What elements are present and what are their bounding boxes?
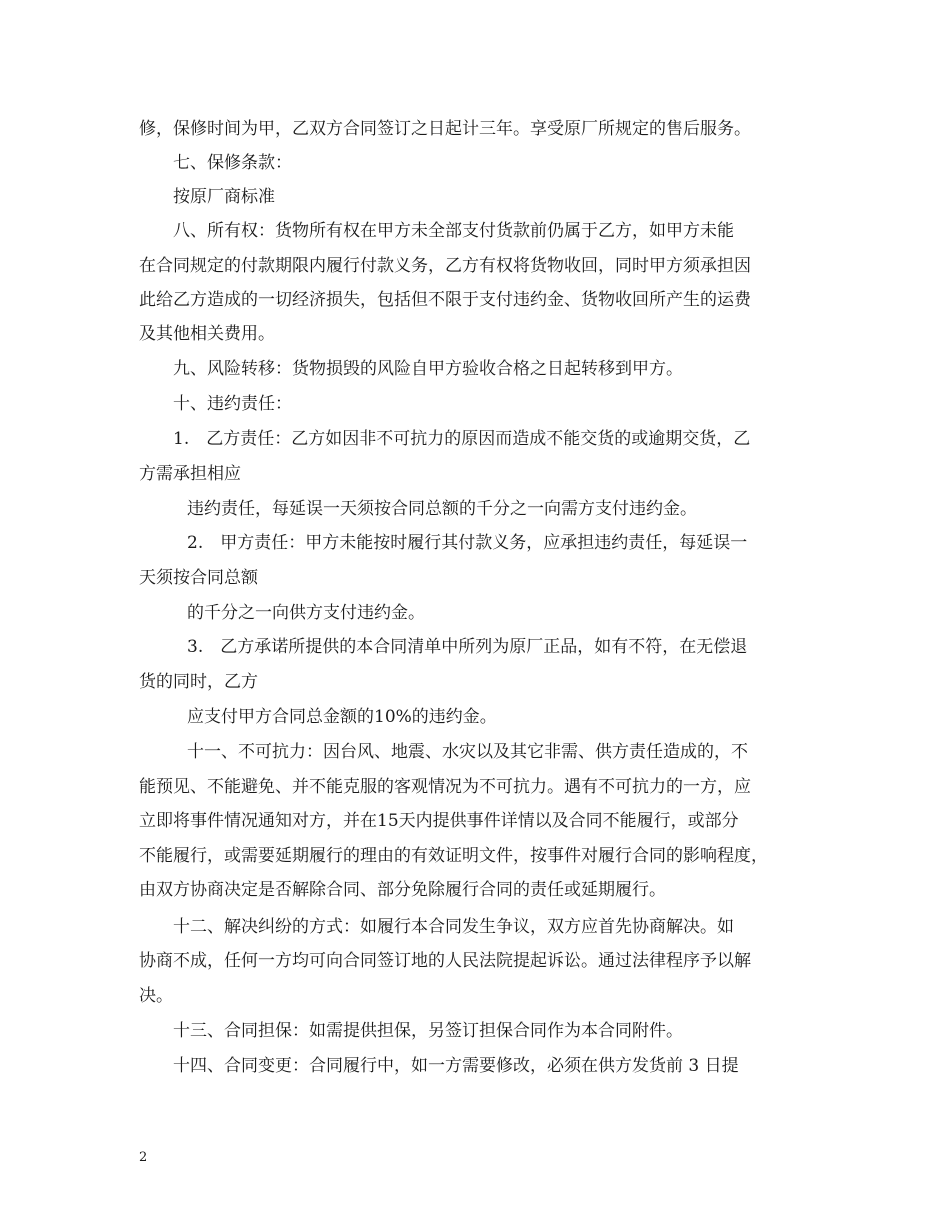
text-line: 天须按合同总额 xyxy=(139,568,258,588)
text-line: 九、风险转移：货物损毁的风险自甲方验收合格之日起转移到甲方。 xyxy=(173,359,683,379)
text-line: 修，保修时间为甲，乙双方合同签订之日起计三年。享受原厂所规定的售后服务。 xyxy=(139,119,751,139)
text-line: 决。 xyxy=(139,986,173,1006)
text-line: 货的同时，乙方 xyxy=(139,672,258,692)
text-line: 由双方协商决定是否解除合同、部分免除履行合同的责任或延期履行。 xyxy=(139,880,666,900)
text-line: 不能履行，或需要延期履行的理由的有效证明文件，按事件对履行合同的影响程度， xyxy=(139,846,768,866)
text-line: 立即将事件情况通知对方，并在15天内提供事件详情以及合同不能履行，或部分 xyxy=(139,811,739,831)
text-line: 能预见、不能避免、并不能克服的客观情况为不可抗力。遇有不可抗力的一方，应 xyxy=(139,777,751,797)
text-line: 的千分之一向供方支付违约金。 xyxy=(187,603,425,623)
text-line: 及其他相关费用。 xyxy=(139,324,275,344)
text-line: 十、违约责任： xyxy=(173,394,292,414)
text-line: 违约责任，每延误一天须按合同总额的千分之一向需方支付违约金。 xyxy=(187,499,697,519)
text-line: 十三、合同担保：如需提供担保，另签订担保合同作为本合同附件。 xyxy=(173,1021,683,1041)
text-line: 协商不成，任何一方均可向合同签订地的人民法院提起诉讼。通过法律程序予以解 xyxy=(139,951,751,971)
text-line: 3. 乙方承诺所提供的本合同清单中所列为原厂正品，如有不符，在无偿退 xyxy=(187,637,748,657)
text-line: 八、所有权：货物所有权在甲方未全部支付货款前仍属于乙方，如甲方未能 xyxy=(173,221,734,241)
text-line: 方需承担相应 xyxy=(139,464,241,484)
page-number: 2 xyxy=(139,1150,148,1165)
text-line: 十一、不可抗力：因台风、地震、水灾以及其它非需、供方责任造成的，不 xyxy=(187,742,748,762)
text-line: 十二、解决纠纷的方式：如履行本合同发生争议，双方应首先协商解决。如 xyxy=(173,917,734,937)
text-line: 按原厂商标准 xyxy=(173,187,275,207)
text-line: 1. 乙方责任：乙方如因非不可抗力的原因而造成不能交货的或逾期交货，乙 xyxy=(173,429,751,449)
text-line: 十四、合同变更：合同履行中，如一方需要修改，必须在供方发货前 3 日提 xyxy=(173,1056,739,1076)
text-line: 七、保修条款： xyxy=(173,153,292,173)
text-line: 应支付甲方合同总金额的10%的违约金。 xyxy=(187,707,497,727)
text-line: 在合同规定的付款期限内履行付款义务，乙方有权将货物收回，同时甲方须承担因 xyxy=(139,256,751,276)
text-line: 此给乙方造成的一切经济损失，包括但不限于支付违约金、货物收回所产生的运费 xyxy=(139,290,751,310)
text-line: 2. 甲方责任：甲方未能按时履行其付款义务，应承担违约责任，每延误一 xyxy=(187,533,748,553)
